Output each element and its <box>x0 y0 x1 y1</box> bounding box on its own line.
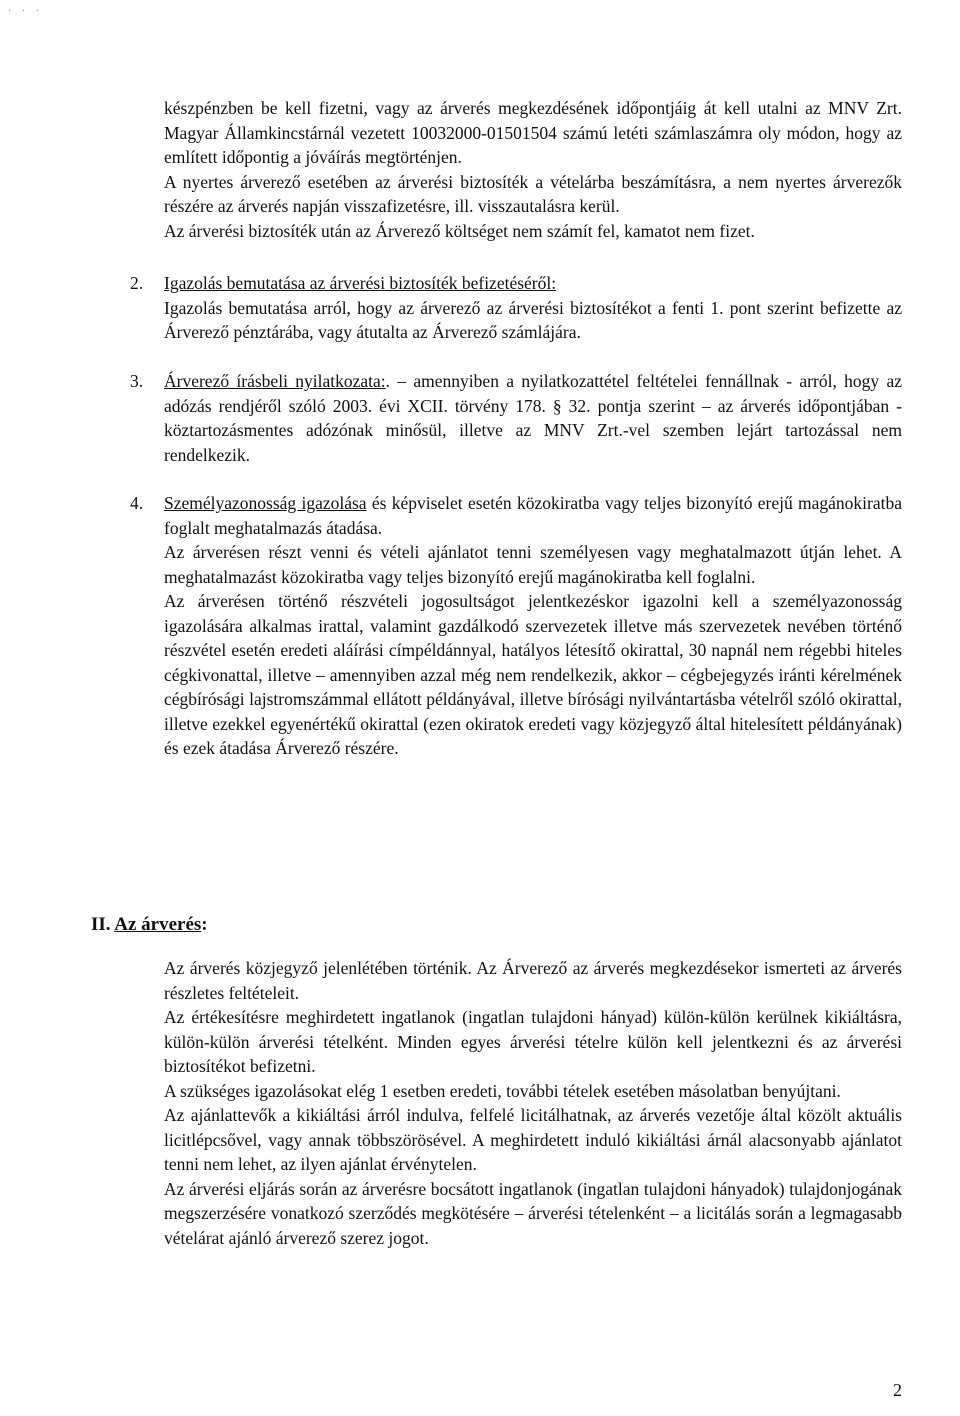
item-text: Igazolás bemutatása arról, hogy az árverező az árverési biztosítékot a fenti 1. pont szerint befizette az Árverező pénztárába, vagy átutalta az Árverező számlájára. <box>164 297 902 342</box>
item-4 <box>130 491 902 761</box>
section-title: Az árverés <box>114 914 202 935</box>
item-text <box>164 491 902 540</box>
paragraph: Az árverési biztosíték után az Árverező költséget nem számít fel, kamatot nem fizet. <box>164 220 755 241</box>
scan-specks: · · · <box>8 6 43 17</box>
item-number: 3. <box>130 371 144 391</box>
paragraph: Az árverési eljárás során az árverésre bocsátott ingatlanok (ingatlan tulajdoni hányadok) tulajdonjogának megszerzésére vonatkozó szerződés megkötésére – árverési tételenként – a licitálás során a legmagasabb vételárat ajánló árverező szerez jogot. <box>164 1178 902 1248</box>
item-title <box>164 271 902 296</box>
item-text-rest: . – amennyiben a nyilatkozattétel feltételei fennállnak - arról, hogy az adózás rendjéről szóló 2003. évi XCII. törvény 178. § 32. pontja szerint – az árverés időpontjában - köztartozásmentes adózónak minősül, illetve az MNV Zrt.-vel szemben lejárt tartozással nem rendelkezik. <box>164 371 903 465</box>
paragraph: Az ajánlattevők a kikiáltási árról indulva, felfelé licitálhatnak, az árverés vezetője által közölt aktuális licitlépcsővel, vagy annak többszörösével. A meghirdetett induló kikiáltási árnál alacsonyabb ajánlatot tenni nem lehet, az ilyen ajánlat érvénytelen. <box>164 1105 902 1174</box>
paragraph: Az árverésen részt venni és vételi ajánlatot tenni személyesen vagy meghatalmazott útján lehet. A meghatalmazást közokiratba vagy teljes bizonyító erejű magánokiratba kell foglalni. <box>164 542 902 587</box>
item-number: 4. <box>130 493 144 513</box>
page-number: 2 <box>893 1380 902 1400</box>
item-title-text: Személyazonosság igazolása <box>164 493 367 513</box>
section-colon: : <box>201 914 208 935</box>
item-number: 2. <box>130 273 144 293</box>
paragraph: Az értékesítésre meghirdetett ingatlanok (ingatlan tulajdoni hányad) külön-külön kerülnek kikiáltásra, külön-külön árverési tételként. Minden egyes árverési tételre külön kell jelentkezni és az árverési biztosítékot befizetni. <box>164 1007 902 1076</box>
paragraph: Az árverésen történő részvételi jogosultságot jelentkezéskor igazolni kell a személyazonosság igazolására alkalmas irattal, valamint gazdálkodó szervezetek illetve más szervezetek nevében történő részvétel esetén eredeti aláírási címpéldánnyal, hatályos létesítő okirattal, 30 napnál nem régebbi hiteles cégkivonattal, illetve – amennyiben azzal még nem rendelkezik, akkor – cégbejegyzés iránti kérelmének cégbírósági lajstromszámmal ellátott példányával, illetve bírósági nyilvántartásba vételről szóló okirattal, illetve ezekkel egyenértékű okirattal (ezen okiratok eredeti vagy közjegyző által hitelesített példányának) és ezek átadása Árverező részére. <box>164 591 902 758</box>
item-title-text: Árverező írásbeli nyilatkozata: <box>164 371 386 391</box>
paragraph: A nyertes árverező esetében az árverési biztosíték a vételárba beszámításra, a nem nyertes árverezők részére az árverés napján visszafizetésre, ill. visszautalásra kerül. <box>164 171 902 216</box>
item-text <box>164 369 902 467</box>
section-number: II. <box>91 914 111 935</box>
item-2 <box>130 271 902 345</box>
top-paragraphs <box>164 96 902 243</box>
item-text-rest: és képviselet esetén közokiratba vagy teljes bizonyító erejű magánokiratba foglalt meghatalmazás átadása. <box>164 493 902 538</box>
section-heading <box>91 912 208 938</box>
paragraph: készpénzben be kell fizetni, vagy az árverés megkezdésének időpontjáig át kell utalni az MNV Zrt. Magyar Államkincstárnál vezetett 10032000-01501504 számú letéti számlaszámra oly módon, hogy az említett időpontig a jóváírás megtörténjen. <box>164 98 902 167</box>
item-3 <box>130 369 902 467</box>
paragraph: A szükséges igazolásokat elég 1 esetben eredeti, további tételek esetében másolatban benyújtani. <box>164 1080 841 1101</box>
section-paragraphs <box>164 956 902 1250</box>
item-title-text: Igazolás bemutatása az árverési biztosíték befizetéséről: <box>164 273 557 293</box>
paragraph: Az árverés közjegyző jelenlétében történik. Az Árverező az árverés megkezdésekor ismerteti az árverés részletes feltételeit. <box>164 958 902 1003</box>
